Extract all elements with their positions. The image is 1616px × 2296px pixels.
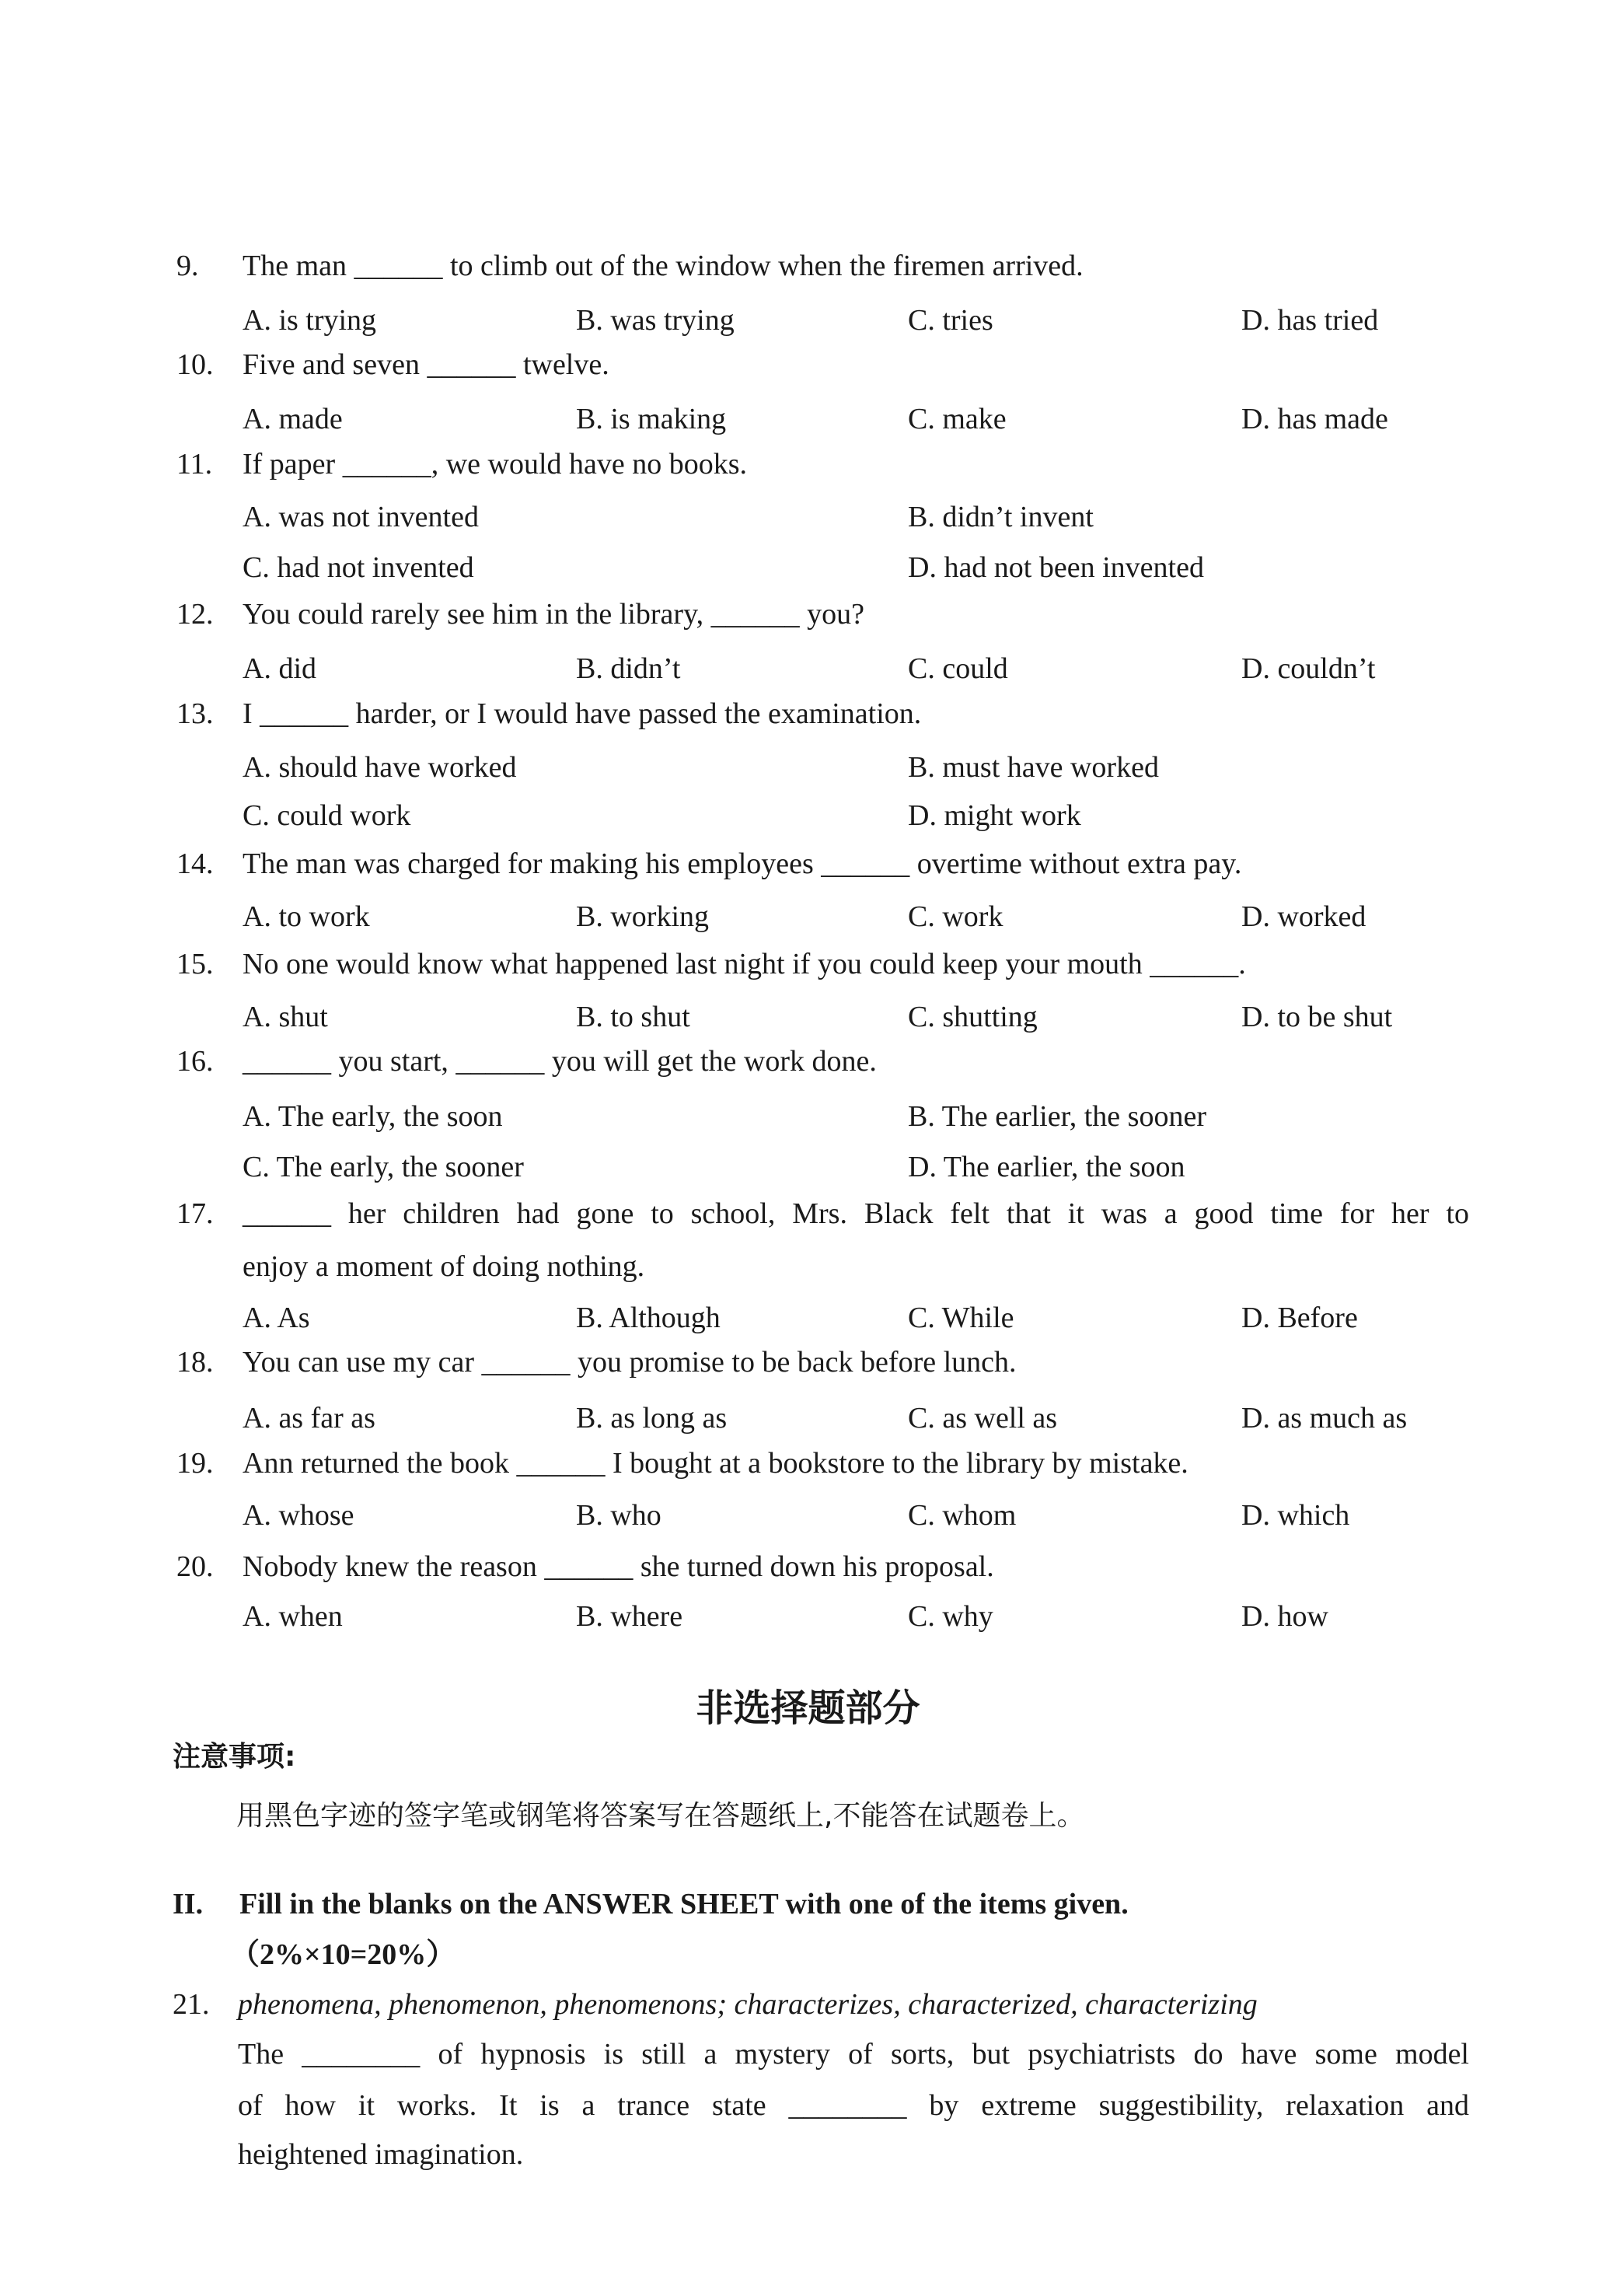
option-c: C. as well as bbox=[908, 1402, 1058, 1435]
option-d: D. worked bbox=[1241, 900, 1366, 933]
option-c: C. could work bbox=[243, 799, 411, 832]
option-a: A. whose bbox=[243, 1499, 354, 1532]
option-b: B. to shut bbox=[576, 1001, 690, 1033]
question-number: 10. bbox=[176, 348, 214, 381]
option-d: D. has tried bbox=[1241, 304, 1379, 337]
option-a: A. to work bbox=[243, 900, 370, 933]
notice-text: 用黑色字迹的签字笔或钢笔将答案写在答题纸上,不能答在试题卷上。 bbox=[236, 1800, 1085, 1832]
option-d: D. had not been invented bbox=[908, 551, 1204, 584]
notice-label: 注意事项: bbox=[173, 1741, 296, 1773]
question-stem: Ann returned the book ______ I bought at a bookstore to the library by mistake. bbox=[243, 1447, 1188, 1480]
question-number: 20. bbox=[176, 1550, 214, 1583]
option-c: C. why bbox=[908, 1600, 993, 1633]
question-stem: No one would know what happened last night if you could keep your mouth ______. bbox=[243, 948, 1246, 980]
option-a: A. as far as bbox=[243, 1402, 375, 1435]
question-number: 11. bbox=[176, 448, 213, 481]
option-a: A. As bbox=[243, 1302, 310, 1334]
option-d: D. might work bbox=[908, 799, 1081, 832]
question-stem: You can use my car ______ you promise to be back before lunch. bbox=[243, 1346, 1017, 1379]
option-d: D. couldn’t bbox=[1241, 652, 1376, 685]
option-b: B. must have worked bbox=[908, 751, 1159, 784]
option-d: D. Before bbox=[1241, 1302, 1358, 1334]
option-b: B. is making bbox=[576, 403, 727, 435]
option-b: B. didn’t bbox=[576, 652, 681, 685]
option-b: B. didn’t invent bbox=[908, 501, 1094, 533]
section-heading: 非选择题部分 bbox=[696, 1686, 920, 1730]
option-c: C. shutting bbox=[908, 1001, 1038, 1033]
question-stem: You could rarely see him in the library, ______ you? bbox=[243, 598, 864, 631]
part-score: （2%×10=20%） bbox=[230, 1938, 456, 1971]
question-number: 15. bbox=[176, 948, 214, 980]
option-d: D. to be shut bbox=[1241, 1001, 1393, 1033]
option-a: A. is trying bbox=[243, 304, 377, 337]
option-a: A. made bbox=[243, 403, 343, 435]
option-a: A. did bbox=[243, 652, 316, 685]
option-a: A. was not invented bbox=[243, 501, 479, 533]
option-c: C. make bbox=[908, 403, 1007, 435]
option-c: C. tries bbox=[908, 304, 993, 337]
option-c: C. had not invented bbox=[243, 551, 474, 584]
passage-line: The ________ of hypnosis is still a mystery of sorts, but psychiatrists do have some model bbox=[238, 2038, 1469, 2071]
question-number: 18. bbox=[176, 1346, 214, 1379]
question-number: 17. bbox=[176, 1197, 214, 1230]
option-c: C. could bbox=[908, 652, 1008, 685]
part-title: Fill in the blanks on the ANSWER SHEET with one of the items given. bbox=[239, 1888, 1129, 1920]
question-number: 16. bbox=[176, 1045, 214, 1078]
part-number: II. bbox=[173, 1888, 204, 1920]
question-stem: Five and seven ______ twelve. bbox=[243, 348, 609, 381]
option-c: C. whom bbox=[908, 1499, 1017, 1532]
option-a: A. when bbox=[243, 1600, 343, 1633]
question-stem: Nobody knew the reason ______ she turned down his proposal. bbox=[243, 1550, 994, 1583]
option-b: B. who bbox=[576, 1499, 661, 1532]
option-d: D. as much as bbox=[1241, 1402, 1408, 1435]
option-b: B. was trying bbox=[576, 304, 735, 337]
option-d: D. has made bbox=[1241, 403, 1388, 435]
option-c: C. While bbox=[908, 1302, 1014, 1334]
question-number: 21. bbox=[173, 1988, 210, 2021]
option-b: B. as long as bbox=[576, 1402, 728, 1435]
option-b: B. Although bbox=[576, 1302, 721, 1334]
option-b: B. where bbox=[576, 1600, 683, 1633]
question-stem: ______ her children had gone to school, Mrs. Black felt that it was a good time for her to bbox=[243, 1197, 1469, 1230]
question-stem-continued: enjoy a moment of doing nothing. bbox=[243, 1250, 645, 1283]
word-choices: phenomena, phenomenon, phenomenons; characterizes, characterized, characterizing bbox=[238, 1988, 1258, 2021]
question-number: 12. bbox=[176, 598, 214, 631]
question-stem: The man was charged for making his employees ______ overtime without extra pay. bbox=[243, 847, 1242, 880]
option-c: C. work bbox=[908, 900, 1003, 933]
question-stem: I ______ harder, or I would have passed the examination. bbox=[243, 697, 922, 730]
option-a: A. shut bbox=[243, 1001, 328, 1033]
option-d: D. The earlier, the soon bbox=[908, 1151, 1185, 1183]
option-a: A. should have worked bbox=[243, 751, 517, 784]
question-number: 14. bbox=[176, 847, 214, 880]
question-stem: If paper ______, we would have no books. bbox=[243, 448, 748, 481]
option-c: C. The early, the sooner bbox=[243, 1151, 524, 1183]
option-d: D. which bbox=[1241, 1499, 1350, 1532]
option-a: A. The early, the soon bbox=[243, 1100, 503, 1133]
question-number: 19. bbox=[176, 1447, 214, 1480]
passage-line: of how it works. It is a trance state ________ by extreme suggestibility, relaxation and bbox=[238, 2089, 1469, 2122]
option-b: B. The earlier, the sooner bbox=[908, 1100, 1206, 1133]
question-stem: ______ you start, ______ you will get the work done. bbox=[243, 1045, 877, 1078]
question-stem: The man ______ to climb out of the window when the firemen arrived. bbox=[243, 250, 1084, 282]
option-b: B. working bbox=[576, 900, 709, 933]
question-number: 13. bbox=[176, 697, 214, 730]
option-d: D. how bbox=[1241, 1600, 1328, 1633]
question-number: 9. bbox=[176, 250, 199, 282]
passage-line: heightened imagination. bbox=[238, 2138, 524, 2171]
